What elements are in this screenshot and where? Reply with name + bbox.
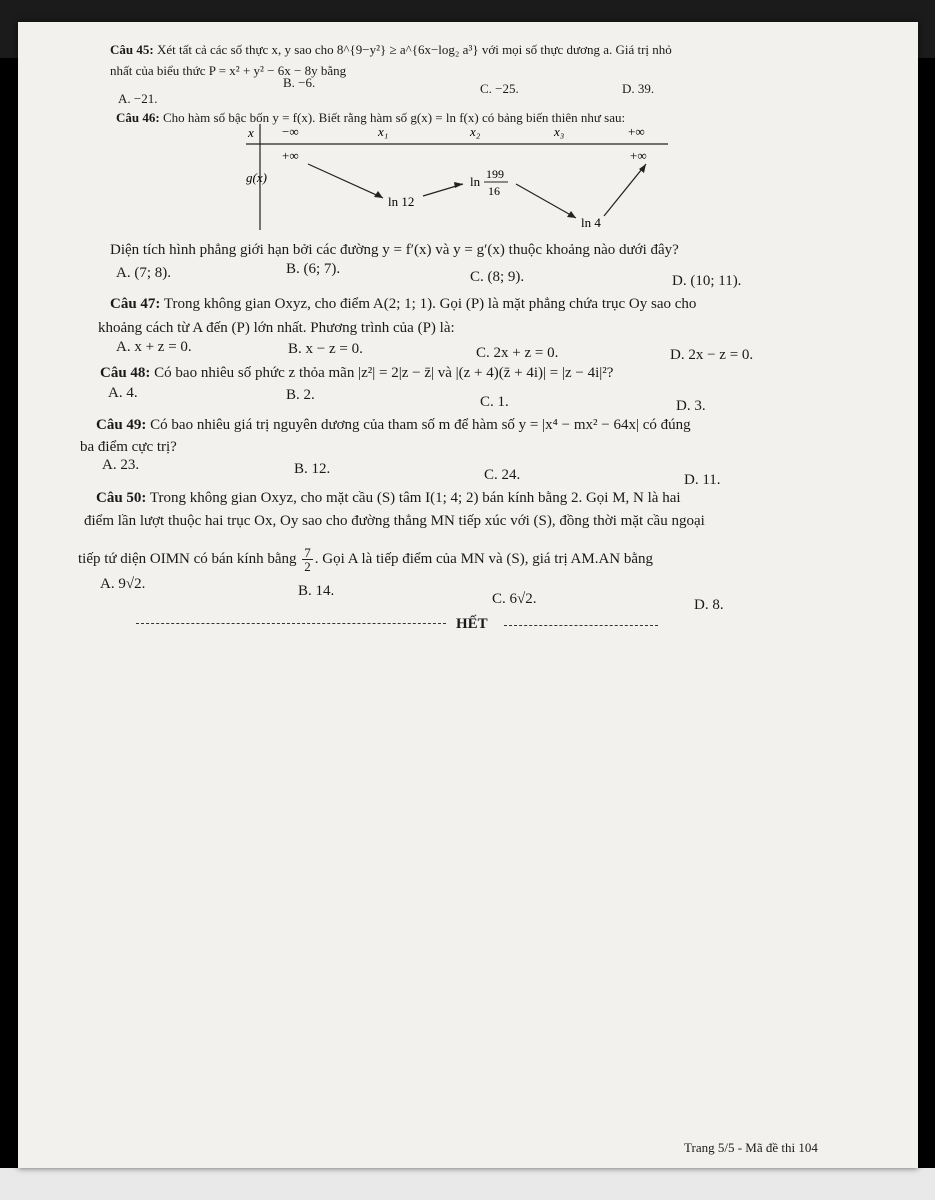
q50-line3: tiếp tứ diện OIMN có bán kính bằng $\frac{7}{2}$ . Gọi A là tiếp điểm của MN và (S), giá trị AM.AN bằng (78, 545, 654, 574)
end-label: HẾT (456, 616, 488, 632)
arrow-up (604, 164, 646, 216)
table-min2: ln 4 (581, 215, 601, 230)
q46-option-b: B. (6; 7). (286, 261, 341, 277)
q47-option-c: C. 2x + z = 0. (476, 345, 559, 361)
table-max-num: 199 (486, 167, 504, 181)
fraction: $\frac{7}{2}$ (304, 545, 311, 574)
table-x-value: x₃ (554, 124, 565, 139)
page-footer: Trang 5/5 - Mã đề thi 104 (684, 1140, 818, 1155)
table-top-right: +∞ (630, 148, 647, 163)
q46-option-a: A. (7; 8). (116, 265, 171, 281)
table-min1: ln 12 (388, 194, 415, 209)
q47-option-d: D. 2x − z = 0. (670, 347, 754, 363)
q45-option-b: B. −6. (283, 75, 316, 90)
q46-line1: Câu 46: Cho hàm số bậc bốn y = f(x). Biết rằng hàm số g(x) = ln f(x) có bảng biến thiên như sau: (116, 110, 626, 125)
viewer-bottom-bar (0, 1168, 935, 1200)
q47-line1: Câu 47: Trong không gian Oxyz, cho điểm A(2; 1; 1). Gọi (P) là mặt phẳng chứa trục Oy sao cho (110, 296, 697, 312)
exam-page (18, 22, 918, 1168)
arrow-down (308, 164, 383, 198)
table-x-value: −∞ (282, 124, 299, 139)
q49-option-c: C. 24. (484, 467, 521, 483)
table-max-ln: ln (470, 174, 481, 189)
q46-option-d: D. (10; 11). (672, 273, 742, 289)
q50-option-b: B. 14. (298, 583, 335, 599)
table-x-value: x₂ (470, 124, 481, 139)
q45-line2: nhất của biểu thức P = x² + y² − 6x − 8y bằng (110, 63, 347, 78)
q46-line2: Diện tích hình phẳng giới hạn bởi các đường y = f′(x) và y = g′(x) thuộc khoảng nào dưới đây? (110, 242, 679, 258)
end-divider-left (136, 623, 446, 624)
arrow-down (516, 184, 576, 218)
q45-option-d: D. 39. (622, 81, 655, 96)
q46-option-c: C. (8; 9). (470, 269, 525, 285)
table-top-left: +∞ (282, 148, 299, 163)
table-max-den: 16 (488, 184, 500, 198)
q49-line2: ba điểm cực trị? (80, 439, 177, 455)
q47-option-b: B. x − z = 0. (288, 341, 363, 357)
q47-option-a: A. x + z = 0. (116, 339, 192, 355)
table-x-value: x₁ (378, 124, 389, 139)
variation-table (238, 120, 678, 232)
q48-option-d: D. 3. (676, 398, 706, 414)
q45-option-a: A. −21. (118, 91, 158, 106)
q50-line1: Câu 50: Trong không gian Oxyz, cho mặt cầu (S) tâm I(1; 4; 2) bán kính bằng 2. Gọi M, N là hai (96, 490, 681, 506)
q45-line1: Câu 45: Xét tất cả các số thực x, y sao cho 8^{9−y²} ≥ a^{6x−log₂ a³} với mọi số thực dương a. Giá trị nhỏ (110, 42, 672, 57)
table-x-value: +∞ (628, 124, 645, 139)
q50-option-d: D. 8. (694, 597, 724, 613)
q48-option-c: C. 1. (480, 394, 509, 410)
q49-line1: Câu 49: Có bao nhiêu giá trị nguyên dương của tham số m để hàm số y = |x⁴ − mx² − 64x| có đúng (96, 417, 691, 433)
end-divider-right (504, 625, 658, 626)
table-x-label: x (248, 125, 254, 140)
q49-option-a: A. 23. (102, 457, 140, 473)
q49-option-d: D. 11. (684, 472, 721, 488)
table-g-label: g(x) (246, 170, 267, 185)
q50-option-c: C. 6√2. (492, 591, 537, 607)
q45-option-c: C. −25. (480, 81, 519, 96)
q47-line2: khoảng cách từ A đến (P) lớn nhất. Phương trình của (P) là: (98, 320, 455, 336)
q48-option-b: B. 2. (286, 387, 315, 403)
q50-line2: điểm lần lượt thuộc hai trục Ox, Oy sao cho đường thẳng MN tiếp xúc với (S), đồng thời mặt cầu ngoại (84, 513, 705, 529)
q48-option-a: A. 4. (108, 385, 138, 401)
q49-option-b: B. 12. (294, 461, 331, 477)
q48-line1: Câu 48: Có bao nhiêu số phức z thỏa mãn |z²| = 2|z − z̄| và |(z + 4)(z̄ + 4i)| = |z − 4i|²? (100, 365, 614, 381)
q50-option-a: A. 9√2. (100, 576, 146, 592)
